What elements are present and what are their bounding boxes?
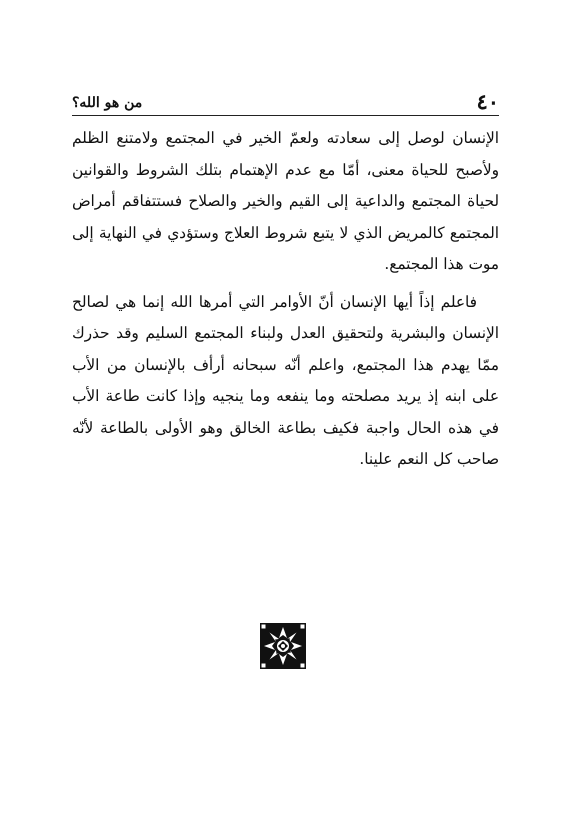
paragraph-2: فاعلم إذاً أيها الإنسان أنّ الأوامر التي أمرها الله إنما هي لصالح الإنسان والبشرية ولتحقيق العدل ولبناء المجتمع السليم وقد حذرك ممّا يهدم هذا المجتمع، واعلم أنّه سبحانه أرأف بالإنسان من الأب على ابنه إذ يريد مصلحته وما ينفعه وما ينجيه وإذا كانت طاعة الأب في هذه الحال واجبة فكيف بطاعة الخالق وهو الأولى بالطاعة لأنّه صاحب كل النعم علينا.: [72, 292, 499, 468]
page-header: [72, 86, 499, 112]
running-title: من هو الله؟: [72, 95, 143, 111]
islamic-star-ornament-icon: [260, 623, 306, 669]
paragraph-1: الإنسان لوصل إلى سعادته ولعمّ الخير في المجتمع ولامتنع الظلم ولأصبح للحياة معنى، أمّا مع عدم الإهتمام بتلك الشروط والقوانين لحياة المجتمع والداعية إلى القيم والخير والصلاح فستتفاقم أمراض المجتمع كالمريض الذي لا يتبع شروط العلاج وستؤدي في النهاية إلى موت هذا المجتمع.: [72, 129, 499, 273]
page-number: ٤٠: [476, 89, 499, 114]
body-text: [72, 123, 499, 476]
header-rule: [72, 115, 499, 116]
